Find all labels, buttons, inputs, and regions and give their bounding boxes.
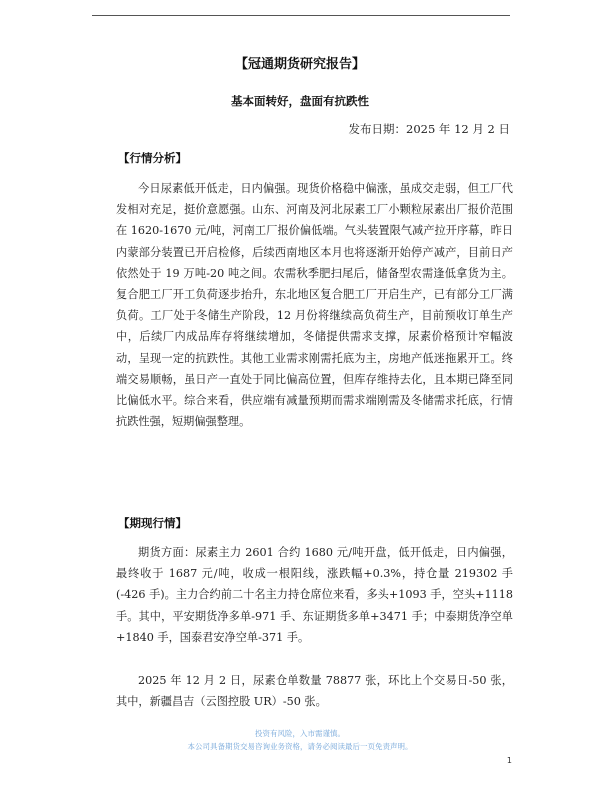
page-number: 1 bbox=[506, 756, 512, 765]
header-rule bbox=[92, 15, 510, 16]
report-subtitle: 基本面转好，盘面有抗跌性 bbox=[231, 94, 369, 108]
publish-date: 发布日期：2025 年 12 月 2 日 bbox=[348, 122, 510, 136]
paragraph-warehouse-receipts: 2025 年 12 月 2 日，尿素仓单数量 78877 张，环比上个交易日-50 张，其中，新疆昌吉（云图控股 UR）-50 张。 bbox=[116, 674, 513, 709]
section-heading-market-analysis: 【行情分析】 bbox=[118, 151, 187, 165]
section-heading-futures-spot: 【期现行情】 bbox=[118, 516, 187, 530]
paragraph-market-analysis: 今日尿素低开低走，日内偏强。现货价格稳中偏涨，虽成交走弱，但工厂代发相对充足，挺价意愿强。山东、河南及河北尿素工厂小颗粒尿素出厂报价范围在 1620-1670 元/吨，河南工厂报价偏低端。气头装置限气减产拉开序幕，昨日内蒙部分装置已开启检修，后续西南地区本月也将逐渐开始停产减产，目前日产依然处于 19 万吨-20 吨之间。农需秋季肥扫尾后，储备型农需逢低拿货为主。复合肥工厂开工负荷逐步抬升，东北地区复合肥工厂开启生产，已有部分工厂满负荷。工厂处于冬储生产阶段，12 月份将继续高负荷生产，目前预收订单生产中，后续厂内成品库存将继续增加，冬储提供需求支撑，尿素价格预计窄幅波动，呈现一定的抗跌性。其他工业需求刚需托底为主，房地产低迷拖累开工。终端交易顺畅，虽日产一直处于同比偏高位置，但库存维持去化，且本期已降至同比偏低水平。综合来看，供应端有减量预期而需求端刚需及冬储需求托底，行情抗跌性强，短期偏强整理。 bbox=[116, 182, 513, 429]
footer-risk-warning: 投资有风险，入市需谨慎。 bbox=[255, 729, 345, 738]
footer-disclaimer: 本公司具备期货交易咨询业务资格，请务必阅读最后一页免责声明。 bbox=[187, 742, 413, 751]
report-title: 【冠通期货研究报告】 bbox=[234, 57, 365, 72]
paragraph-futures: 期货方面：尿素主力 2601 合约 1680 元/吨开盘，低开低走，日内偏强，最终收于 1687 元/吨，收成一根阳线，涨跌幅+0.3%，持仓量 219302 手(-426 手)。主力合约前二十名主力持仓席位来看，多头+1093 手，空头+1118 手。其中，平安期货净多单-971 手、东证期货多单+3471 手；中泰期货净空单+1840 手，国泰君安净空单-371 手。 bbox=[116, 546, 513, 644]
